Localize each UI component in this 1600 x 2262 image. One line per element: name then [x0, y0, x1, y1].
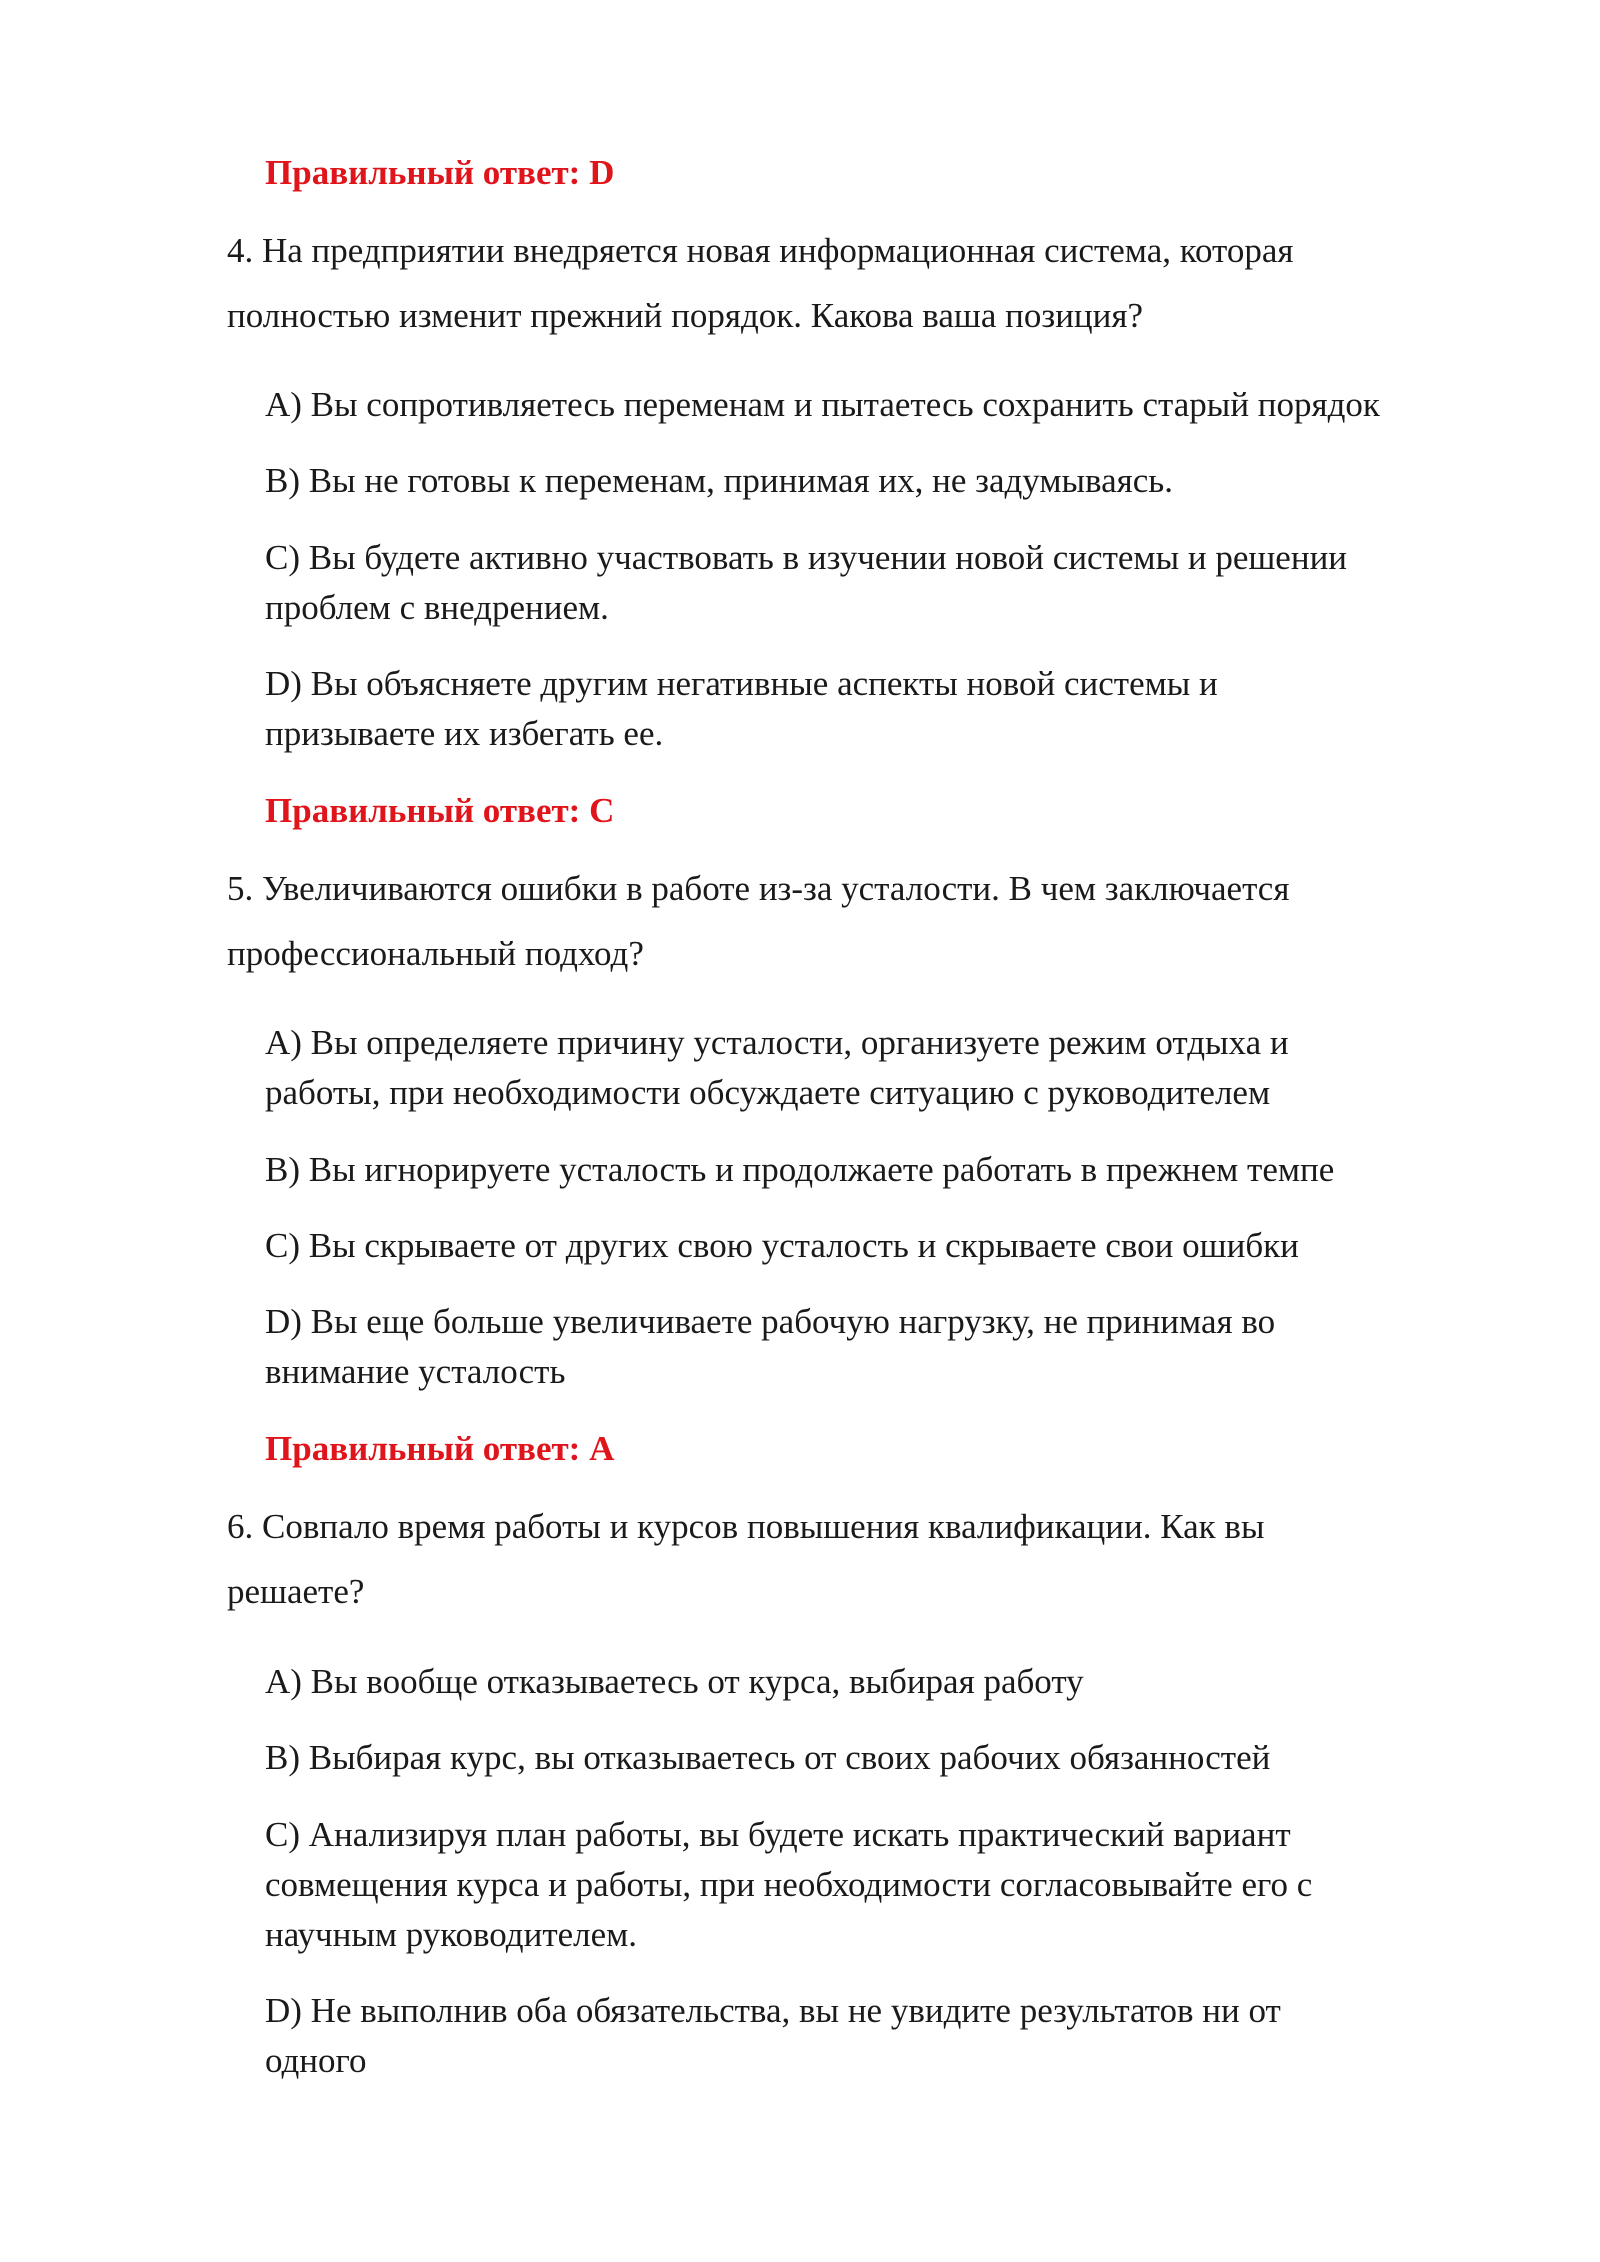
question-4-option-c-line2: проблем с внедрением.	[265, 588, 609, 627]
correct-answer-q4: Правильный ответ: C	[265, 791, 615, 830]
question-6-option-d-line2: одного	[265, 2041, 367, 2080]
question-4-option-a: A) Вы сопротивляетесь переменам и пытаетесь сохранить старый порядок	[265, 385, 1380, 424]
question-5-option-d-line1: D) Вы еще больше увеличиваете рабочую нагрузку, не принимая во	[265, 1302, 1276, 1341]
question-5-option-b: B) Вы игнорируете усталость и продолжаете работать в прежнем темпе	[265, 1150, 1335, 1189]
question-6-option-d-line1: D) Не выполнив оба обязательства, вы не увидите результатов ни от	[265, 1991, 1281, 2030]
question-6-option-c-line2: совмещения курса и работы, при необходимости согласовывайте его с	[265, 1865, 1313, 1904]
question-4-option-d-line1: D) Вы объясняете другим негативные аспекты новой системы и	[265, 664, 1218, 703]
question-4-option-b: B) Вы не готовы к переменам, принимая их, не задумываясь.	[265, 461, 1173, 500]
correct-answer-q5: Правильный ответ: A	[265, 1429, 615, 1468]
question-5-text-line1: 5. Увеличиваются ошибки в работе из-за усталости. В чем заключается	[227, 869, 1290, 908]
question-6-option-a: A) Вы вообще отказываетесь от курса, выбирая работу	[265, 1662, 1084, 1701]
question-5-option-a-line2: работы, при необходимости обсуждаете ситуацию с руководителем	[265, 1073, 1271, 1112]
question-5-option-c: C) Вы скрываете от других свою усталость и скрываете свои ошибки	[265, 1226, 1299, 1265]
question-6-option-c-line3: научным руководителем.	[265, 1915, 638, 1954]
question-6-text-line2: решаете?	[227, 1572, 365, 1611]
question-4-option-c-line1: C) Вы будете активно участвовать в изучении новой системы и решении	[265, 538, 1348, 577]
question-5-option-a-line1: A) Вы определяете причину усталости, организуете режим отдыха и	[265, 1023, 1289, 1062]
question-6-option-b: B) Выбирая курс, вы отказываетесь от своих рабочих обязанностей	[265, 1738, 1271, 1777]
question-5-option-d-line2: внимание усталость	[265, 1352, 566, 1391]
question-4-text-line2: полностью изменит прежний порядок. Какова ваша позиция?	[227, 296, 1144, 335]
question-6-option-c-line1: C) Анализируя план работы, вы будете искать практический вариант	[265, 1815, 1291, 1854]
correct-answer-q3: Правильный ответ: D	[265, 153, 615, 192]
question-4-text-line1: 4. На предприятии внедряется новая информационная система, которая	[227, 231, 1294, 270]
question-4-option-d-line2: призываете их избегать ее.	[265, 714, 664, 753]
question-5-text-line2: профессиональный подход?	[227, 934, 644, 973]
question-6-text-line1: 6. Совпало время работы и курсов повышения квалификации. Как вы	[227, 1507, 1265, 1546]
